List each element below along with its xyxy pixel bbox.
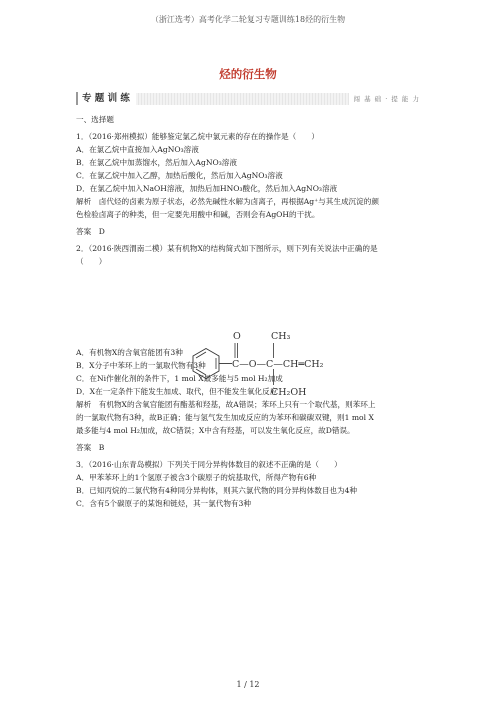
q1-option-b: B．在氯乙烷中加蒸馏水，然后加入AgNO₃溶液 bbox=[76, 158, 237, 167]
running-header: （浙江选考）高考化学二轮复习专题训练18烃的衍生物 bbox=[150, 15, 346, 24]
q2-option-d: D．X在一定条件下能发生加成、取代，但不能发生氧化反应 bbox=[76, 387, 278, 396]
q1-analysis-line-1: 解析 卤代烃的卤素为原子状态，必然先碱性水解为卤离子，再根据Ag⁺与其生成沉淀的颜 bbox=[76, 197, 379, 206]
q1-stem: 1．（2016·郑州模拟）能够鉴定氯乙烷中氯元素的存在的操作是（ ） bbox=[76, 132, 319, 141]
q2-answer: 答案 B bbox=[76, 443, 105, 452]
section-bar bbox=[76, 93, 420, 105]
content bbox=[76, 113, 422, 510]
q1-option-d: D．在氯乙烷中加入NaOH溶液，加热后加HNO₃酸化，然后加入AgNO₃溶液 bbox=[76, 184, 338, 193]
q3-option-a: A．甲苯苯环上的1个氢原子被含3个碳原子的烷基取代，所得产物有6种 bbox=[76, 473, 317, 482]
hydroxymethyl-group: CH₂OH bbox=[271, 387, 307, 398]
q2-stem-line-2: （ ） bbox=[76, 257, 107, 266]
q1-option-a: A．在氯乙烷中直接加入AgNO₃溶液 bbox=[76, 145, 199, 154]
part-heading: 一、选择题 bbox=[76, 115, 114, 124]
page-title: 烃的衍生物 bbox=[219, 67, 277, 81]
q3-option-b: B．已知丙烷的二氯代物有4种同分异构体，则其六氯代物的同分异构体数目也为4种 bbox=[76, 486, 358, 495]
q2-analysis-line-3: 最多能与4 mol H₂加成，故C错误；X中含有羟基，可以发生氧化反应，故D错误。 bbox=[76, 426, 355, 435]
section-right-text: 闯 基 础 · 提 能 力 bbox=[349, 93, 420, 105]
q2-analysis-line-2: 的一氯取代物有3种，故B正确；能与氢气发生加成反应的为苯环和碳碳双键，则1 mol X bbox=[76, 413, 374, 422]
carbonyl-oxygen: O bbox=[233, 331, 241, 342]
q1-analysis-line-2: 色检验卤离子的种类，但一定要先用酸中和碱，否则会有AgOH的干扰。 bbox=[76, 210, 320, 219]
q1-answer: 答案 D bbox=[76, 227, 105, 236]
q2-stem-line-1: 2．（2016·陕西渭南二模）某有机物X的结构简式如下图所示，则下列有关说法中正确的是 bbox=[76, 244, 378, 253]
section-label: 专 题 训 练 bbox=[76, 92, 136, 105]
q2-option-a: A．有机物X的含氧官能团有3种 bbox=[76, 348, 183, 357]
q1-option-c: C．在氯乙烷中加入乙醇，加热后酸化，然后加入AgNO₃溶液 bbox=[76, 171, 283, 180]
methyl-group: CH₃ bbox=[271, 331, 291, 342]
q3-option-c: C．含有5个碳原子的某饱和链烃，其一氯代物有3种 bbox=[76, 499, 251, 508]
benzene-ring bbox=[193, 349, 219, 379]
q2-option-b: B．X分子中苯环上的一氯取代物有3种 bbox=[76, 361, 206, 370]
page-number: 1 / 12 bbox=[236, 680, 260, 689]
main-chain: C—O—C—CH═CH₂ bbox=[232, 359, 324, 370]
q3-stem: 3．（2016·山东青岛模拟）下列关于同分异构体数目的叙述不正确的是（ ） bbox=[76, 460, 342, 469]
structural-formula bbox=[178, 327, 328, 419]
q2-option-c: C．在Ni作催化剂的条件下，1 mol X最多能与5 mol H₂加成 bbox=[76, 374, 283, 383]
q2-analysis-line-1: 解析 有机物X的含氧官能团有酯基和羟基，故A错误；苯环上只有一个取代基，则苯环上 bbox=[76, 400, 376, 409]
